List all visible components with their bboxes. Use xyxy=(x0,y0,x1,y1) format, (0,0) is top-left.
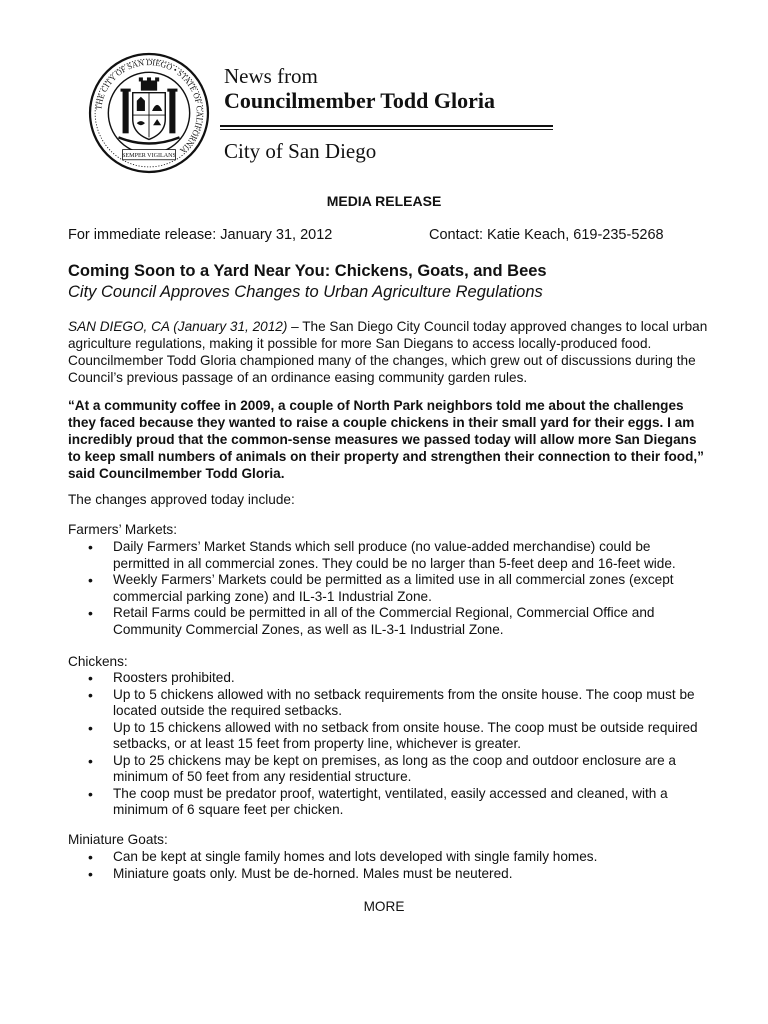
city-seal-logo xyxy=(88,52,210,174)
section-title-miniature-goats: Miniature Goats: xyxy=(68,832,168,847)
dateline: SAN DIEGO, CA (January 31, 2012) xyxy=(68,319,288,334)
subheadline: City Council Approves Changes to Urban Agriculture Regulations xyxy=(68,283,543,301)
more-indicator: MORE xyxy=(363,899,405,914)
list-item: • Retail Farms could be permitted in all of the Commercial Regional, Commercial Office and Community Commercial Zones, as well as IL-3-1 Industrial Zone. xyxy=(88,605,708,638)
list-item: • Miniature goats only. Must be de-horned. Males must be neutered. xyxy=(88,866,708,883)
chickens-list xyxy=(88,670,708,819)
changes-intro: The changes approved today include: xyxy=(68,492,295,507)
release-date: For immediate release: January 31, 2012 xyxy=(68,227,333,243)
list-item: • Weekly Farmers’ Markets could be permitted as a limited use in all commercial zones (except commercial parking zone) and IL-3-1 Industrial Zone. xyxy=(88,572,708,605)
header-rule-thin xyxy=(220,129,553,130)
section-title-chickens: Chickens: xyxy=(68,654,128,669)
seal-motto: SEMPER VIGILANS xyxy=(122,153,176,160)
seal-ring-text: THE CITY OF SAN DIEGO • STATE OF CALIFORNIA xyxy=(94,58,204,156)
goats-list xyxy=(88,849,708,882)
list-item: • Roosters prohibited. xyxy=(88,670,708,687)
section-title-farmers-markets: Farmers’ Markets: xyxy=(68,522,178,537)
list-item: • The coop must be predator proof, watertight, ventilated, easily accessed and cleaned, with a minimum of 6 square feet per chicken. xyxy=(88,786,708,819)
list-item: • Up to 25 chickens may be kept on premises, as long as the coop and outdoor enclosure are a minimum of 50 feet from any residential structure. xyxy=(88,753,708,786)
farmers-markets-list xyxy=(88,539,708,638)
header-city: City of San Diego xyxy=(224,139,377,163)
contact-info: Contact: Katie Keach, 619-235-5268 xyxy=(429,227,664,243)
headline: Coming Soon to a Yard Near You: Chickens, Goats, and Bees xyxy=(68,262,547,280)
list-item: • Up to 15 chickens allowed with no setback from onsite house. The coop must be outside required setbacks, or at least 15 feet from property line, whichever is greater. xyxy=(88,720,708,753)
media-release-label: MEDIA RELEASE xyxy=(326,193,442,209)
list-item: • Daily Farmers’ Market Stands which sell produce (no value-added merchandise) could be permitted in all commercial zones. They could be no larger than 5-feet deep and 16-feet wide. xyxy=(88,539,708,572)
intro-paragraph xyxy=(68,318,708,386)
header-rule-thick xyxy=(220,125,553,127)
intro-text: – The San Diego City Council today approved changes to local urban agriculture regulations, making it possible for more San Diegans to access locally-produced food. Councilmember Todd Gloria championed many of the changes, which grew out of discussions during the Council’s previous passage of an ordinance easing community garden rules. xyxy=(68,319,708,385)
list-item: • Up to 5 chickens allowed with no setback requirements from the onsite house. The coop must be located outside the required setbacks. xyxy=(88,687,708,720)
header-news-from: News from xyxy=(224,64,318,88)
quote-paragraph: “At a community coffee in 2009, a couple of North Park neighbors told me about the challenges they faced because they wanted to raise a couple chickens in their small yard for their eggs. I am incredibly proud that the common-sense measures we passed today will allow more San Diegans to keep small numbers of animals on their property and strengthen their connection to their food,” said Councilmember Todd Gloria. xyxy=(68,398,704,481)
list-item: • Can be kept at single family homes and lots developed with single family homes. xyxy=(88,849,708,866)
councilmember-name: Councilmember Todd Gloria xyxy=(224,88,495,113)
